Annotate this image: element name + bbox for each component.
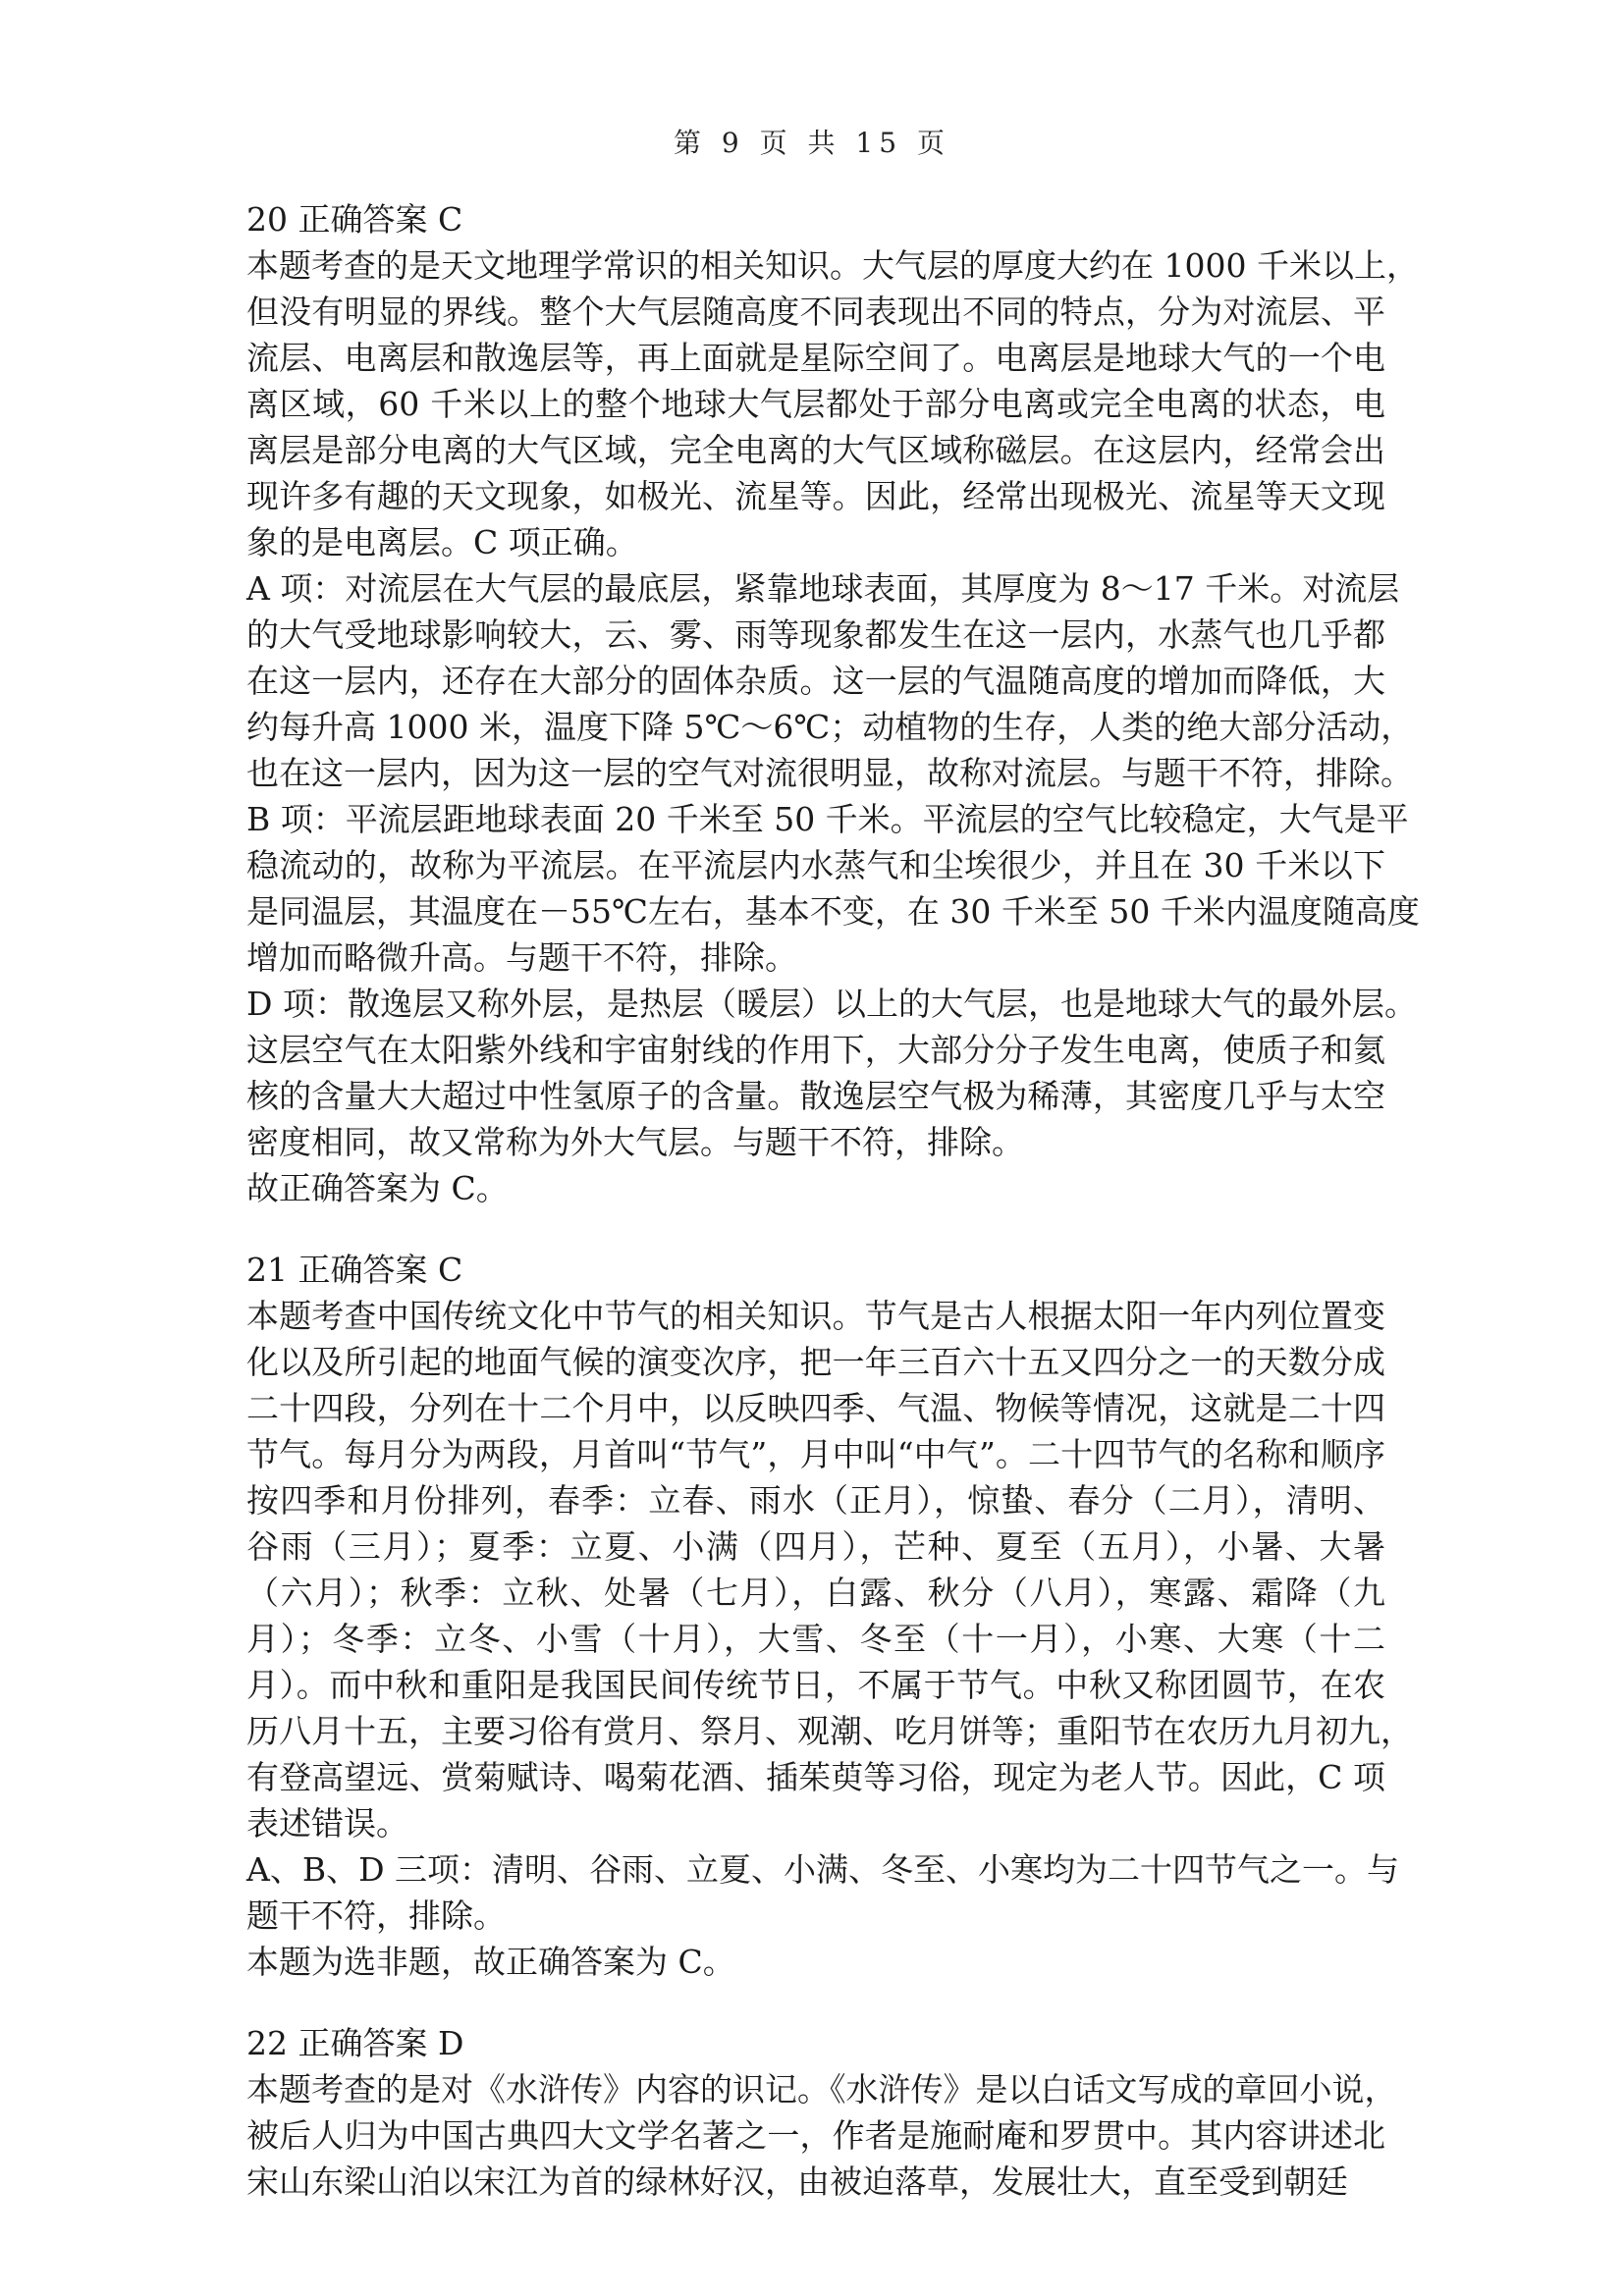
document-body — [246, 196, 1420, 2240]
text-line: A、B、D 三项：清明、谷雨、立夏、小满、冬至、小寒均为二十四节气之一。与 — [246, 1850, 1400, 1889]
text-line: 核的含量大大超过中性氢原子的含量。散逸层空气极为稀薄，其密度几乎与太空 — [246, 1077, 1385, 1115]
text-line: 二十四段，分列在十二个月中，以反映四季、气温、物候等情况，这就是二十四 — [246, 1389, 1385, 1427]
text-line: 但没有明显的界线。整个大气层随高度不同表现出不同的特点，分为对流层、平 — [246, 293, 1385, 331]
text-line: 也在这一层内，因为这一层的空气对流很明显，故称对流层。与题干不符，排除。 — [246, 754, 1413, 792]
explanation-paragraph — [246, 1846, 1400, 1939]
text-line: 节气。每月分为两段，月首叫“节气”，月中叫“中气”。二十四节气的名称和顺序 — [246, 1435, 1385, 1473]
answer-title: 22 正确答案 D — [246, 2024, 464, 2062]
text-line: 谷雨（三月）；夏季：立夏、小满（四月），芒种、夏至（五月），小暑、大暑 — [246, 1527, 1385, 1566]
text-line: 表述错误。 — [246, 1804, 408, 1842]
text-line: 按四季和月份排列，春季：立春、雨水（正月），惊蛰、春分（二月），清明、 — [246, 1481, 1385, 1520]
text-line: 本题为选非题，故正确答案为 C。 — [246, 1943, 735, 1981]
text-line: 约每升高 1000 米，温度下降 5℃～6℃；动植物的生存，人类的绝大部分活动， — [246, 708, 1414, 746]
text-line: 离区域，60 千米以上的整个地球大气层都处于部分电离或完全电离的状态，电 — [246, 385, 1385, 423]
text-line: 化以及所引起的地面气候的演变次序，把一年三百六十五又四分之一的天数分成 — [246, 1343, 1385, 1381]
text-line: （六月）；秋季：立秋、处暑（七月），白露、秋分（八月），寒露、霜降（九 — [246, 1574, 1385, 1612]
text-line: B 项：平流层距地球表面 20 千米至 50 千米。平流层的空气比较稳定，大气是平 — [246, 800, 1409, 838]
explanation-paragraph — [246, 1165, 1385, 1211]
page-indicator: 第 9 页 共 15 页 — [674, 127, 950, 159]
text-line: 稳流动的，故称为平流层。在平流层内水蒸气和尘埃很少，并且在 30 千米以下 — [246, 846, 1385, 884]
text-line: A 项：对流层在大气层的最底层，紧靠地球表面，其厚度为 8～17 千米。对流层 — [246, 569, 1400, 608]
text-line: 象的是电离层。C 项正确。 — [246, 523, 638, 561]
text-line: 有登高望远、赏菊赋诗、喝菊花酒、插茱萸等习俗，现定为老人节。因此，C 项 — [246, 1758, 1385, 1796]
answer-block — [246, 1247, 1413, 1985]
text-line: 题干不符，排除。 — [246, 1896, 506, 1935]
text-line: 故正确答案为 C。 — [246, 1169, 509, 1207]
answer-title: 20 正确答案 C — [246, 200, 463, 239]
text-line: 月）。而中秋和重阳是我国民间传统节日，不属于节气。中秋又称团圆节，在农 — [246, 1666, 1385, 1704]
answer-block — [246, 2020, 1397, 2205]
text-line: 流层、电离层和散逸层等，再上面就是星际空间了。电离层是地球大气的一个电 — [246, 339, 1385, 377]
text-line: 月）；冬季：立冬、小雪（十月），大雪、冬至（十一月），小寒、大寒（十二 — [246, 1620, 1385, 1658]
text-line: 离层是部分电离的大气区域，完全电离的大气区域称磁层。在这层内，经常会出 — [246, 431, 1385, 469]
explanation-paragraph — [246, 981, 1417, 1165]
text-line: D 项：散逸层又称外层，是热层（暖层）以上的大气层，也是地球大气的最外层。 — [246, 985, 1417, 1023]
answer-block — [246, 196, 1420, 1211]
text-line: 增加而略微升高。与题干不符，排除。 — [246, 938, 797, 977]
explanation-paragraph — [246, 242, 1419, 565]
text-line: 宋山东梁山泊以宋江为首的绿林好汉，由被迫落草，发展壮大，直至受到朝廷 — [246, 2163, 1348, 2201]
explanation-paragraph — [246, 565, 1414, 796]
answer-title: 21 正确答案 C — [246, 1251, 463, 1289]
text-line: 这层空气在太阳紫外线和宇宙射线的作用下，大部分分子发生电离，使质子和氦 — [246, 1031, 1385, 1069]
text-line: 是同温层，其温度在－55℃左右，基本不变，在 30 千米至 50 千米内温度随高度 — [246, 892, 1420, 931]
text-line: 的大气受地球影响较大，云、雾、雨等现象都发生在这一层内，水蒸气也几乎都 — [246, 615, 1385, 654]
explanation-paragraph — [246, 1293, 1413, 1846]
text-line: 在这一层内，还存在大部分的固体杂质。这一层的气温随高度的增加而降低，大 — [246, 662, 1385, 700]
text-line: 本题考查的是天文地理学常识的相关知识。大气层的厚度大约在 1000 千米以上， — [246, 246, 1419, 285]
page-header — [0, 122, 1624, 161]
text-line: 本题考查的是对《水浒传》内容的识记。《水浒传》是以白话文写成的章回小说， — [246, 2070, 1397, 2109]
explanation-paragraph — [246, 796, 1420, 981]
explanation-paragraph — [246, 1939, 1385, 1985]
explanation-paragraph — [246, 2066, 1397, 2205]
text-line: 被后人归为中国古典四大文学名著之一，作者是施耐庵和罗贯中。其内容讲述北 — [246, 2116, 1385, 2155]
text-line: 历八月十五，主要习俗有赏月、祭月、观潮、吃月饼等；重阳节在农历九月初九， — [246, 1712, 1413, 1750]
text-line: 本题考查中国传统文化中节气的相关知识。节气是古人根据太阳一年内列位置变 — [246, 1297, 1385, 1335]
text-line: 现许多有趣的天文现象，如极光、流星等。因此，经常出现极光、流星等天文现 — [246, 477, 1385, 515]
text-line: 密度相同，故又常称为外大气层。与题干不符，排除。 — [246, 1123, 1024, 1161]
